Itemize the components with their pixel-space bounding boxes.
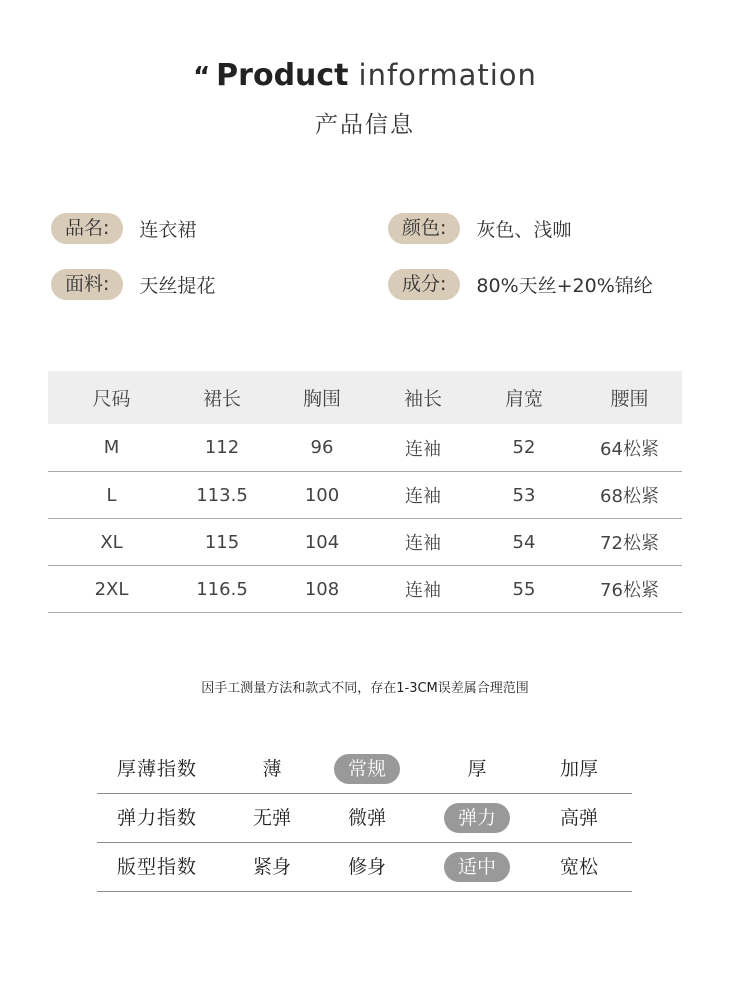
table-cell: 64松紧 xyxy=(577,424,682,472)
table-cell: L xyxy=(48,472,175,519)
table-row xyxy=(48,472,682,519)
index-option: 厚 xyxy=(467,758,487,780)
table-cell: 55 xyxy=(471,566,577,613)
info-item-fabric xyxy=(51,268,215,300)
index-label: 弹力指数 xyxy=(117,807,198,829)
column-header: 尺码 xyxy=(48,371,175,424)
table-cell: 连袖 xyxy=(375,566,471,613)
index-option: 加厚 xyxy=(559,758,598,780)
index-option: 高弹 xyxy=(559,807,598,829)
table-cell: 连袖 xyxy=(375,424,471,472)
measurement-note: 因手工测量方法和款式不同，存在1-3CM误差属合理范围 xyxy=(201,681,529,696)
column-header: 袖长 xyxy=(375,371,471,424)
table-cell: 2XL xyxy=(48,566,175,613)
info-value: 80%天丝+20%锦纶 xyxy=(476,274,653,297)
column-header: 胸围 xyxy=(269,371,375,424)
column-header: 腰围 xyxy=(577,371,682,424)
index-option-selected: 弹力 xyxy=(432,794,522,842)
index-option: 宽松 xyxy=(559,856,598,878)
table-cell: 53 xyxy=(471,472,577,519)
table-cell: 116.5 xyxy=(175,566,269,613)
table-cell: 108 xyxy=(269,566,375,613)
page-subtitle: 产品信息 xyxy=(315,112,415,138)
index-label: 版型指数 xyxy=(117,856,198,878)
size-table xyxy=(48,371,682,613)
index-option: 薄 xyxy=(262,758,282,780)
table-cell: 76松紧 xyxy=(577,566,682,613)
quote-mark: “ xyxy=(193,62,211,92)
table-header-row xyxy=(48,371,682,424)
info-value: 连衣裙 xyxy=(139,218,197,241)
table-row xyxy=(48,424,682,472)
table-cell: 72松紧 xyxy=(577,519,682,566)
title-bold: Product xyxy=(216,58,349,93)
info-value: 天丝提花 xyxy=(139,274,216,297)
info-label: 面料: xyxy=(51,269,123,300)
index-option-selected: 常规 xyxy=(322,745,412,793)
index-option-selected: 适中 xyxy=(432,843,522,891)
table-cell: 115 xyxy=(175,519,269,566)
index-row-thickness xyxy=(97,745,632,794)
index-option: 无弹 xyxy=(252,807,291,829)
index-option: 微弹 xyxy=(347,807,386,829)
table-cell: 68松紧 xyxy=(577,472,682,519)
table-cell: 113.5 xyxy=(175,472,269,519)
table-cell: 连袖 xyxy=(375,472,471,519)
info-item-color xyxy=(388,212,571,244)
table-cell: 连袖 xyxy=(375,519,471,566)
page-title xyxy=(0,58,730,93)
table-row xyxy=(48,519,682,566)
table-cell: XL xyxy=(48,519,175,566)
index-label: 厚薄指数 xyxy=(117,758,198,780)
index-option: 紧身 xyxy=(252,856,291,878)
info-item-name xyxy=(51,212,196,244)
info-label: 品名: xyxy=(51,213,123,244)
info-label: 成分: xyxy=(388,269,460,300)
table-cell: M xyxy=(48,424,175,472)
index-row-fit xyxy=(97,843,632,892)
title-light: information xyxy=(358,58,537,92)
table-cell: 104 xyxy=(269,519,375,566)
table-cell: 100 xyxy=(269,472,375,519)
index-row-elasticity xyxy=(97,794,632,843)
info-label: 颜色: xyxy=(388,213,460,244)
index-option: 修身 xyxy=(347,856,386,878)
table-cell: 112 xyxy=(175,424,269,472)
info-value: 灰色、浅咖 xyxy=(476,218,572,241)
table-cell: 52 xyxy=(471,424,577,472)
info-item-composition xyxy=(388,268,653,300)
table-row xyxy=(48,566,682,613)
table-cell: 54 xyxy=(471,519,577,566)
table-cell: 96 xyxy=(269,424,375,472)
column-header: 裙长 xyxy=(175,371,269,424)
column-header: 肩宽 xyxy=(471,371,577,424)
